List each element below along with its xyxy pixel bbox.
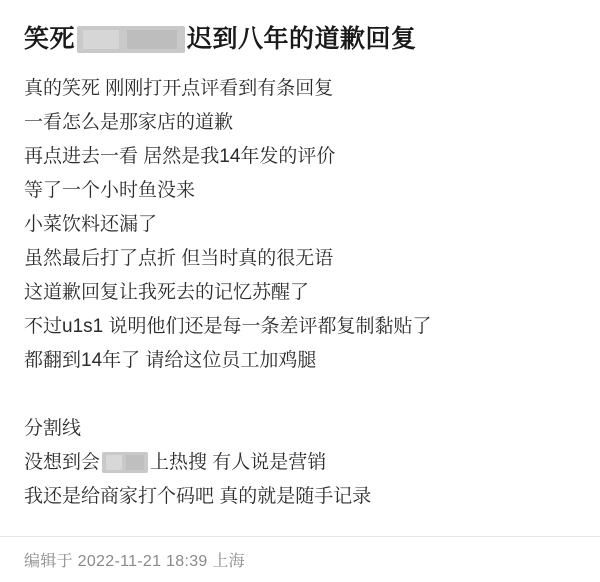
body-line: 这道歉回复让我死去的记忆苏醒了 bbox=[24, 282, 310, 303]
body-line: 我还是给商家打个码吧 真的就是随手记录 bbox=[24, 486, 372, 507]
body-line: 不过u1s1 说明他们还是每一条差评都复制黏贴了 bbox=[24, 316, 432, 337]
edit-timestamp: 编辑于 2022-11-21 18:39 上海 bbox=[24, 553, 245, 570]
redacted-line-suffix: 上热搜 有人说是营销 bbox=[150, 452, 327, 473]
body-line: 都翻到14年了 请给这位员工加鸡腿 bbox=[24, 350, 317, 371]
body-line: 小菜饮料还漏了 bbox=[24, 214, 158, 235]
body-line-blank bbox=[24, 378, 576, 412]
body-line: 一看怎么是那家店的道歉 bbox=[24, 112, 234, 133]
body-line: 虽然最后打了点折 但当时真的很无语 bbox=[24, 248, 334, 269]
post-footer bbox=[0, 536, 600, 582]
body-line: 再点进去一看 居然是我14年发的评价 bbox=[24, 146, 336, 167]
body-line: 分割线 bbox=[24, 418, 82, 439]
redaction-block-icon bbox=[102, 452, 148, 473]
title-suffix: 迟到八年的道歉回复 bbox=[187, 25, 417, 53]
title-prefix: 笑死 bbox=[24, 25, 76, 53]
body-line: 真的笑死 刚刚打开点评看到有条回复 bbox=[24, 78, 334, 99]
post-body bbox=[24, 72, 576, 514]
body-line: 等了一个小时鱼没来 bbox=[24, 180, 196, 201]
redacted-line-prefix: 没想到会 bbox=[24, 452, 101, 473]
page-title bbox=[24, 22, 576, 56]
redaction-block-icon bbox=[77, 26, 185, 53]
body-line-redacted bbox=[24, 446, 576, 480]
